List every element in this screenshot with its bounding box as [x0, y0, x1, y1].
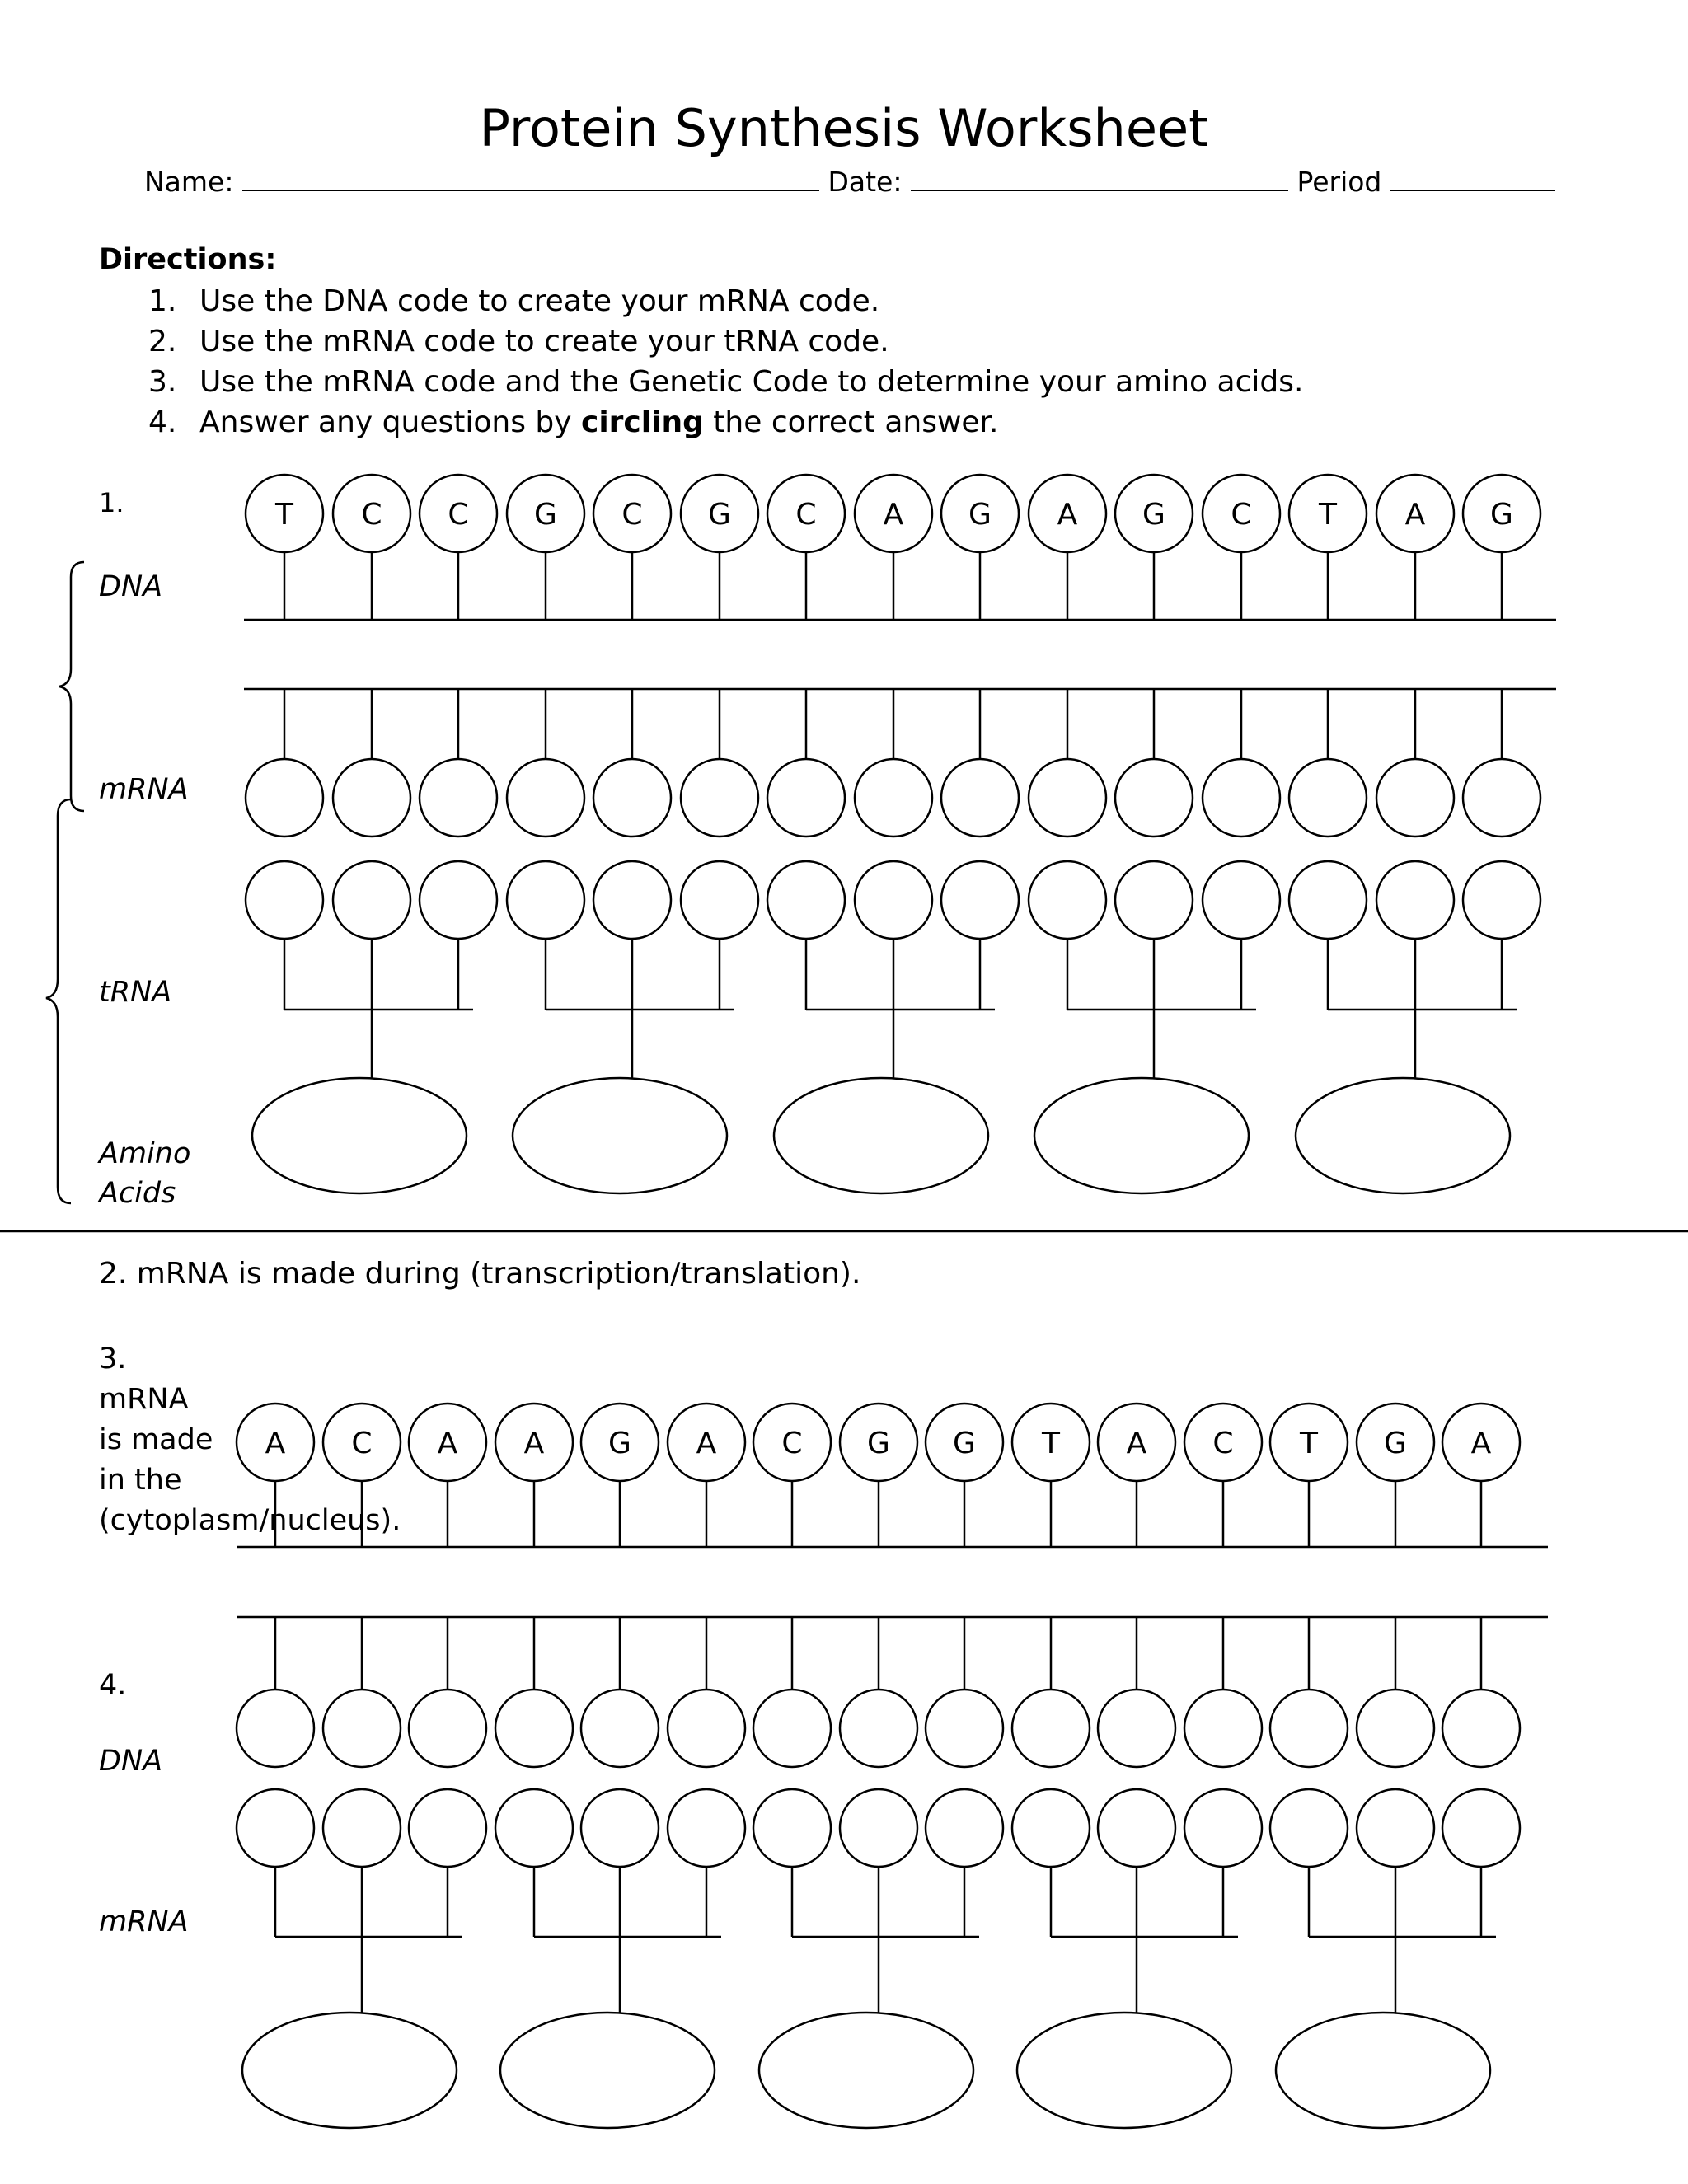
base-letter: A — [1404, 498, 1426, 532]
base-letter: T — [1042, 1427, 1060, 1460]
base-letter: C — [795, 498, 817, 532]
blank-circle[interactable] — [1270, 1789, 1348, 1867]
base-letter: A — [1126, 1427, 1147, 1460]
blank-circle[interactable] — [1203, 861, 1280, 939]
label-mrna: mRNA — [99, 773, 189, 806]
label-acids: Acids — [99, 1177, 176, 1210]
base-letter: C — [781, 1427, 803, 1460]
amino-acid-oval[interactable] — [774, 1078, 988, 1193]
amino-acid-oval[interactable] — [513, 1078, 727, 1193]
blank-circle[interactable] — [1029, 861, 1106, 939]
blank-circle[interactable] — [333, 861, 410, 939]
label-trna: tRNA — [99, 976, 172, 1009]
blank-circle[interactable] — [1115, 861, 1193, 939]
blank-circle[interactable] — [668, 1690, 745, 1767]
blank-circle[interactable] — [507, 861, 584, 939]
blank-circle[interactable] — [507, 759, 584, 837]
blank-circle[interactable] — [855, 861, 932, 939]
label-dna-2: DNA — [99, 1745, 163, 1778]
blank-circle[interactable] — [593, 759, 671, 837]
problem4-number: 4. — [99, 1669, 127, 1702]
blank-circle[interactable] — [1376, 861, 1454, 939]
blank-circle[interactable] — [323, 1789, 401, 1867]
base-letter: G — [534, 498, 557, 532]
name-label: Name: — [144, 166, 234, 198]
direction-text: Use the DNA code to create your mRNA code. — [199, 284, 880, 318]
direction-text-bold: circling — [581, 405, 704, 439]
blank-circle[interactable] — [495, 1789, 573, 1867]
blank-circle[interactable] — [1442, 1690, 1520, 1767]
base-letter: C — [448, 498, 469, 532]
blank-circle[interactable] — [1289, 861, 1367, 939]
base-letter: C — [351, 1427, 373, 1460]
direction-text: Answer any questions by — [199, 405, 581, 439]
blank-circle[interactable] — [1115, 759, 1193, 837]
base-letter: G — [968, 498, 992, 532]
blank-circle[interactable] — [1463, 759, 1540, 837]
base-letter: A — [696, 1427, 717, 1460]
direction-text: Use the mRNA code and the Genetic Code to determine your amino acids. — [199, 365, 1304, 399]
amino-acid-oval[interactable] — [242, 2013, 457, 2128]
base-letter: C — [621, 498, 643, 532]
blank-circle[interactable] — [753, 1789, 831, 1867]
amino-acid-oval[interactable] — [1017, 2013, 1231, 2128]
base-letter: A — [437, 1427, 458, 1460]
base-letter: A — [1057, 498, 1078, 532]
blank-circle[interactable] — [246, 759, 323, 837]
amino-acid-oval[interactable] — [252, 1078, 467, 1193]
base-letter: G — [1490, 498, 1513, 532]
blank-circle[interactable] — [840, 1789, 917, 1867]
blank-circle[interactable] — [681, 861, 758, 939]
brace-mrna-amino — [46, 799, 71, 1203]
blank-circle[interactable] — [333, 759, 410, 837]
base-letter: G — [953, 1427, 976, 1460]
blank-circle[interactable] — [767, 759, 845, 837]
base-letter: T — [1319, 498, 1337, 532]
blank-circle[interactable] — [840, 1690, 917, 1767]
direction-number: 1. — [148, 284, 177, 318]
blank-circle[interactable] — [855, 759, 932, 837]
problem1-number: 1. — [99, 487, 124, 518]
base-letter: A — [265, 1427, 286, 1460]
blank-circle[interactable] — [1029, 759, 1106, 837]
blank-circle[interactable] — [1098, 1690, 1175, 1767]
blank-circle[interactable] — [753, 1690, 831, 1767]
base-letter: G — [1384, 1427, 1407, 1460]
blank-circle[interactable] — [926, 1690, 1003, 1767]
blank-circle[interactable] — [237, 1690, 314, 1767]
blank-circle[interactable] — [1203, 759, 1280, 837]
label-amino: Amino — [99, 1137, 191, 1170]
blank-circle[interactable] — [246, 861, 323, 939]
question-2: 2. mRNA is made during (transcription/translation). — [99, 1257, 861, 1291]
blank-circle[interactable] — [1463, 861, 1540, 939]
base-letter: G — [867, 1427, 890, 1460]
blank-circle[interactable] — [1098, 1789, 1175, 1867]
base-letter: G — [708, 498, 731, 532]
question-3: 3. mRNA is made in the (cytoplasm/nucleus). — [99, 1343, 401, 1537]
problem1-diagram — [244, 475, 1556, 1193]
directions-heading: Directions: — [99, 243, 277, 276]
blank-circle[interactable] — [926, 1789, 1003, 1867]
blank-circle[interactable] — [1012, 1690, 1090, 1767]
blank-circle[interactable] — [681, 759, 758, 837]
blank-circle[interactable] — [420, 759, 497, 837]
blank-circle[interactable] — [1289, 759, 1367, 837]
page-title: Protein Synthesis Worksheet — [479, 98, 1209, 158]
amino-acid-oval[interactable] — [1276, 2013, 1490, 2128]
base-letter: A — [523, 1427, 545, 1460]
amino-acid-oval[interactable] — [1034, 1078, 1249, 1193]
brace-dna-mrna — [59, 562, 84, 811]
blank-circle[interactable] — [1184, 1789, 1262, 1867]
base-letter: G — [608, 1427, 631, 1460]
blank-circle[interactable] — [1442, 1789, 1520, 1867]
blank-circle[interactable] — [1270, 1690, 1348, 1767]
blank-circle[interactable] — [941, 759, 1019, 837]
base-letter: C — [1212, 1427, 1234, 1460]
blank-circle[interactable] — [495, 1690, 573, 1767]
blank-circle[interactable] — [593, 861, 671, 939]
blank-circle[interactable] — [767, 861, 845, 939]
blank-circle[interactable] — [409, 1789, 486, 1867]
amino-acid-oval[interactable] — [759, 2013, 973, 2128]
blank-circle[interactable] — [237, 1789, 314, 1867]
blank-circle[interactable] — [409, 1690, 486, 1767]
date-label: Date: — [828, 166, 903, 198]
direction-number: 2. — [148, 325, 177, 359]
base-letter: G — [1142, 498, 1165, 532]
base-letter: T — [275, 498, 293, 532]
direction-number: 3. — [148, 365, 177, 399]
direction-number: 4. — [148, 405, 177, 439]
blank-circle[interactable] — [1012, 1789, 1090, 1867]
amino-acid-oval[interactable] — [1296, 1078, 1510, 1193]
label-dna: DNA — [99, 570, 163, 603]
amino-acid-oval[interactable] — [500, 2013, 715, 2128]
blank-circle[interactable] — [1184, 1690, 1262, 1767]
blank-circle[interactable] — [1357, 1690, 1434, 1767]
base-letter: C — [1231, 498, 1252, 532]
base-letter: T — [1300, 1427, 1318, 1460]
blank-circle[interactable] — [941, 861, 1019, 939]
blank-circle[interactable] — [581, 1789, 659, 1867]
direction-text: Use the mRNA code to create your tRNA code. — [199, 325, 889, 359]
problem4-diagram — [237, 1404, 1548, 2128]
direction-text: the correct answer. — [703, 405, 999, 439]
label-mrna-2: mRNA — [99, 1905, 189, 1938]
blank-circle[interactable] — [420, 861, 497, 939]
blank-circle[interactable] — [323, 1690, 401, 1767]
base-letter: C — [361, 498, 382, 532]
period-label: Period — [1296, 166, 1382, 198]
blank-circle[interactable] — [668, 1789, 745, 1867]
blank-circle[interactable] — [1376, 759, 1454, 837]
base-letter: A — [1470, 1427, 1492, 1460]
base-letter: A — [883, 498, 904, 532]
blank-circle[interactable] — [1357, 1789, 1434, 1867]
blank-circle[interactable] — [581, 1690, 659, 1767]
